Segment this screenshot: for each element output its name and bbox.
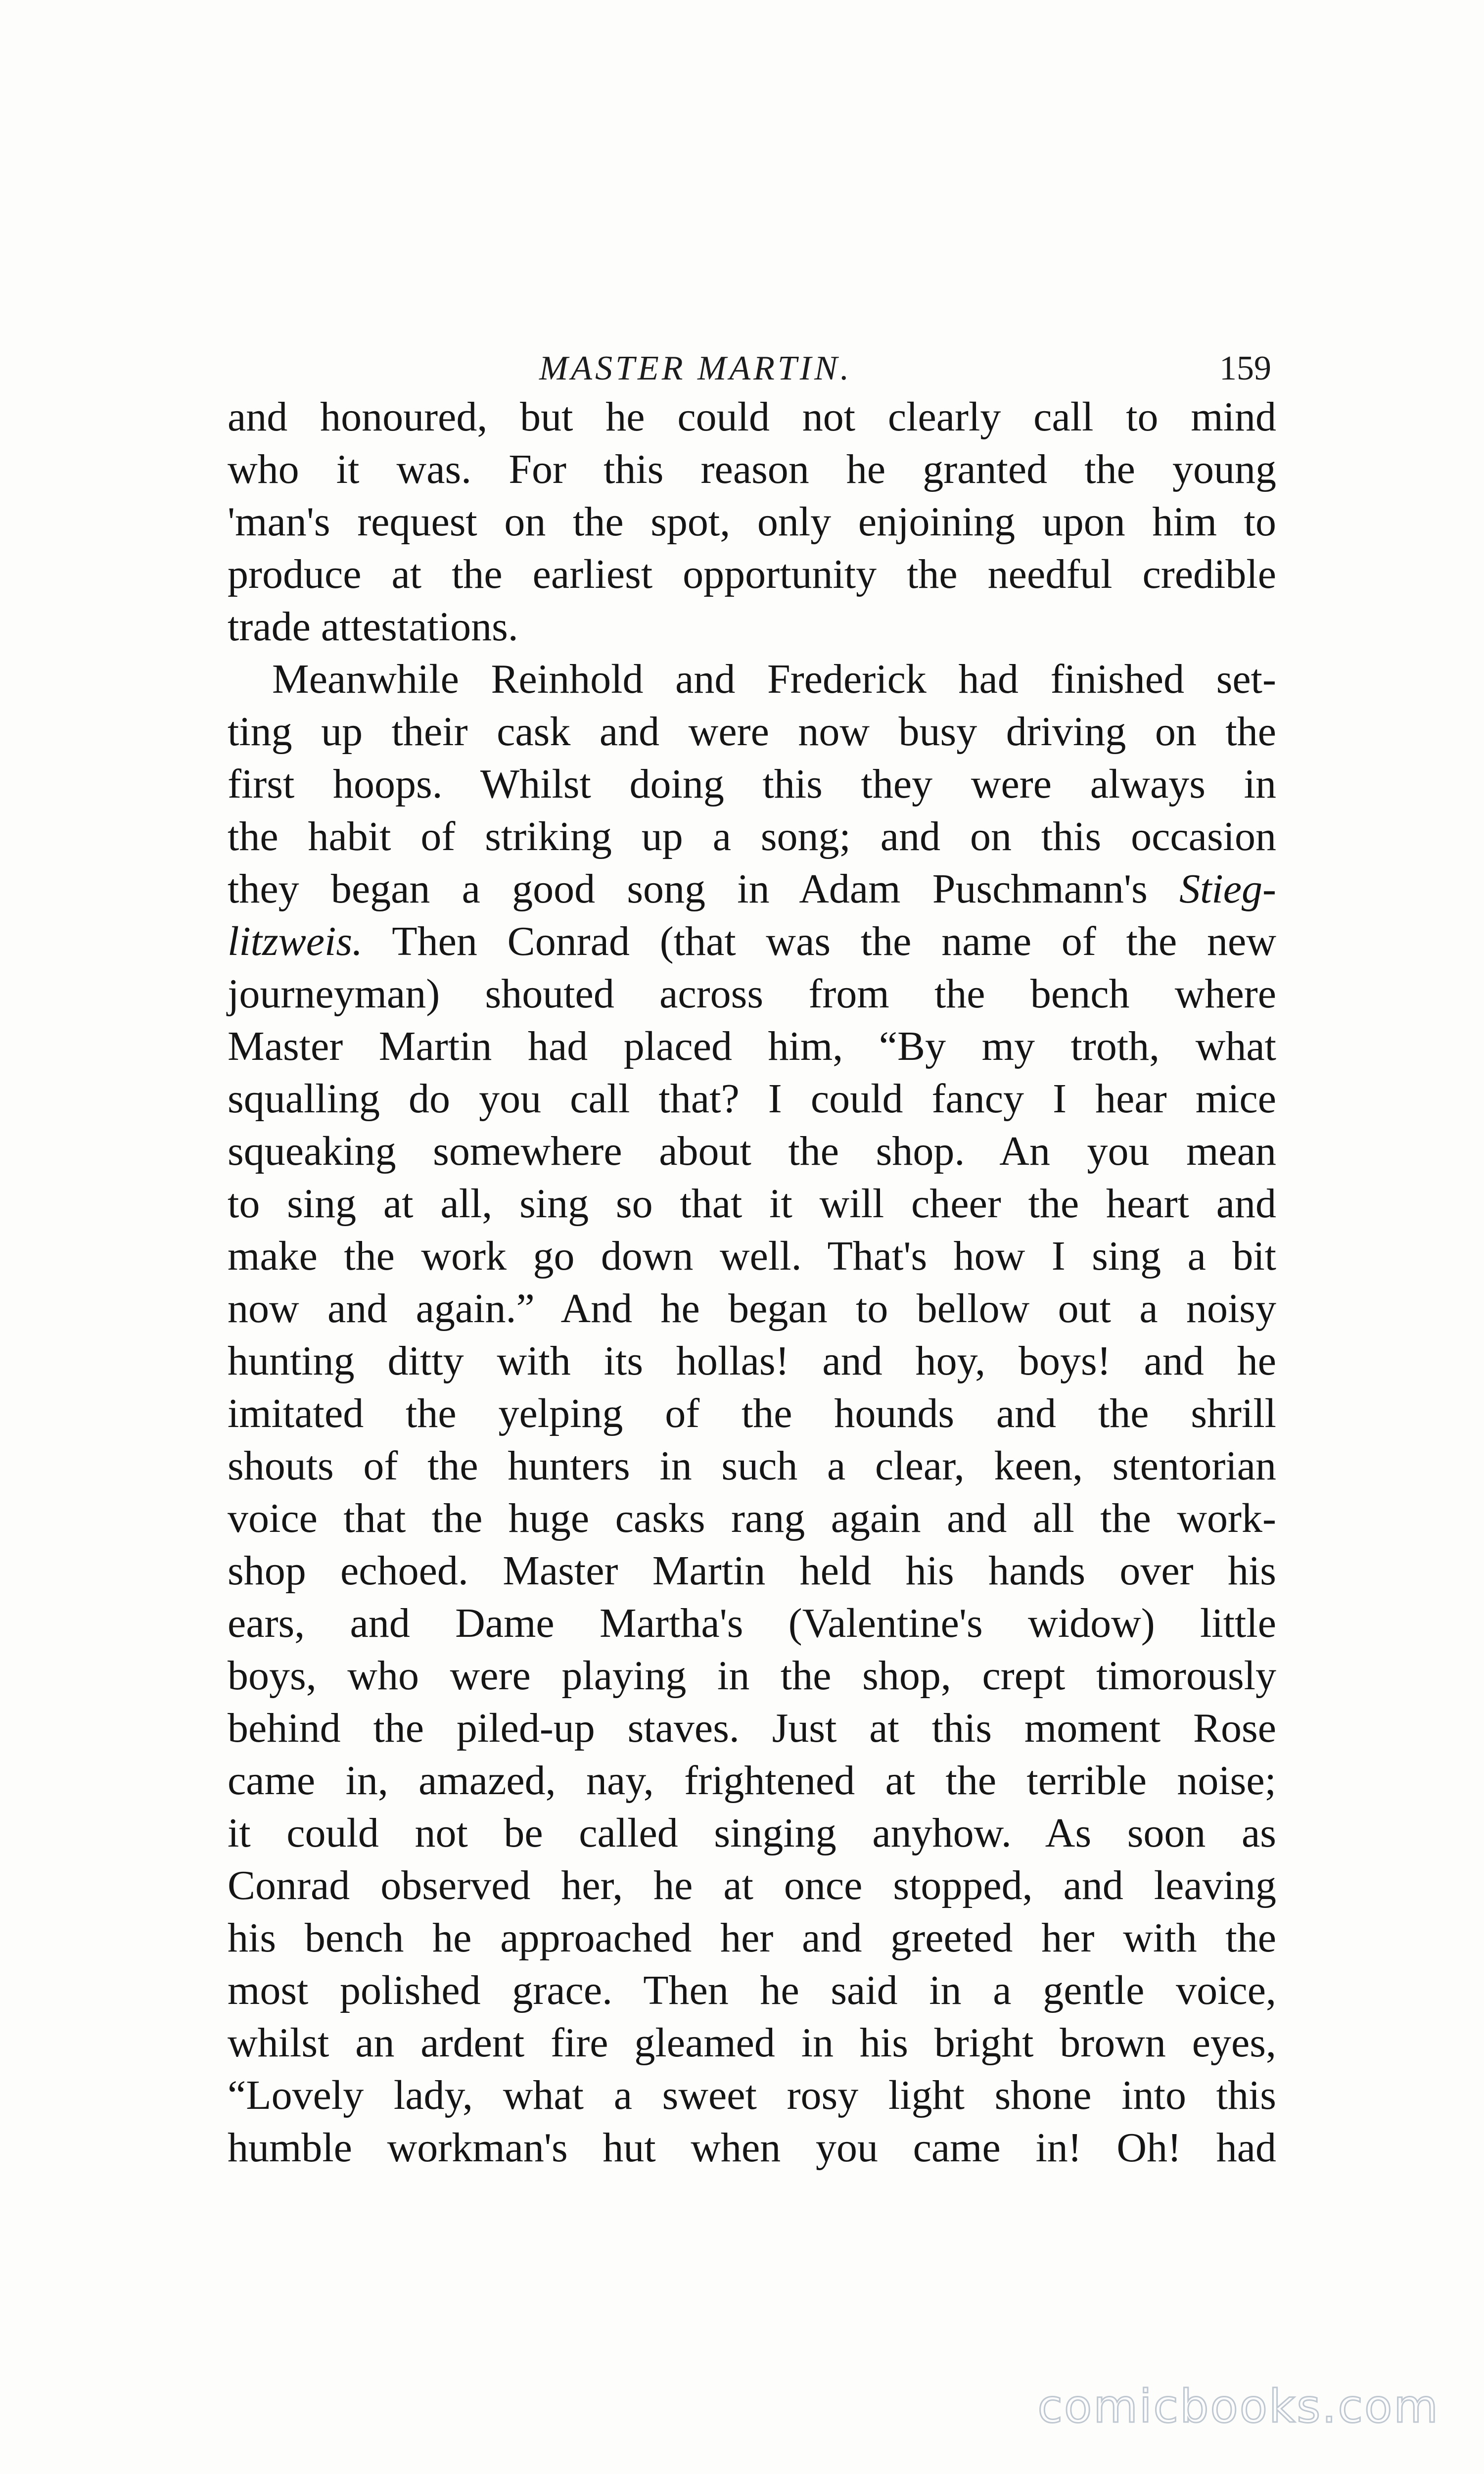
text-line: journeyman) shouted across from the bench where xyxy=(228,971,1276,1017)
watermark-logo: comicbooks.com xyxy=(1037,2380,1439,2433)
text-line: squalling do you call that? I could fancy I hear mice xyxy=(228,1076,1276,1122)
text-line: most polished grace. Then he said in a gentle voice, xyxy=(228,1967,1276,2013)
italic-title-segment: litzweis. xyxy=(228,918,363,964)
text-line: it could not be called singing anyhow. As soon as xyxy=(228,1810,1276,1856)
text-line: the habit of striking up a song; and on this occasion xyxy=(228,813,1276,859)
text-line: behind the piled-up staves. Just at this moment Rose xyxy=(228,1705,1276,1751)
text-line-with-italic xyxy=(228,915,1276,968)
text-line: whilst an ardent fire gleamed in his bright brown eyes, xyxy=(228,2020,1276,2066)
text-line: imitated the yelping of the hounds and the shrill xyxy=(228,1390,1276,1436)
text-line: first hoops. Whilst doing this they were always in xyxy=(228,761,1276,807)
body-text xyxy=(228,391,1276,2174)
text-line-with-italic xyxy=(228,863,1276,915)
text-line: Master Martin had placed him, “By my troth, what xyxy=(228,1023,1276,1069)
page-number: 159 xyxy=(1219,349,1271,387)
text-line: and honoured, but he could not clearly call to mind xyxy=(228,394,1276,440)
text-line: to sing at all, sing so that it will cheer the heart and xyxy=(228,1181,1276,1227)
text-line: shop echoed. Master Martin held his hands over his xyxy=(228,1548,1276,1594)
text-line: voice that the huge casks rang again and all the work- xyxy=(228,1495,1276,1541)
text-line: shouts of the hunters in such a clear, keen, stentorian xyxy=(228,1443,1276,1489)
running-head: MASTER MARTIN. xyxy=(539,349,852,387)
text-line: “Lovely lady, what a sweet rosy light shone into this xyxy=(228,2072,1276,2118)
text-line: produce at the earliest opportunity the needful credible xyxy=(228,551,1276,597)
text-line: ting up their cask and were now busy driving on the xyxy=(228,709,1276,755)
text-line: humble workman's hut when you came in! Oh! had xyxy=(228,2125,1276,2171)
text-segment: Then Conrad (that was the name of the new xyxy=(363,918,1276,964)
text-line: who it was. For this reason he granted the young xyxy=(228,446,1276,492)
text-line: now and again.” And he began to bellow out a noisy xyxy=(228,1285,1276,1332)
text-line: ears, and Dame Martha's (Valentine's widow) little xyxy=(228,1600,1276,1646)
text-line: boys, who were playing in the shop, crept timorously xyxy=(228,1653,1276,1699)
text-line: Conrad observed her, he at once stopped, and leaving xyxy=(228,1862,1276,1908)
text-line: came in, amazed, nay, frightened at the terrible noise; xyxy=(228,1758,1276,1804)
text-line: 'man's request on the spot, only enjoining upon him to xyxy=(228,499,1276,545)
italic-title-segment: Stieg- xyxy=(1179,866,1276,912)
text-line: squeaking somewhere about the shop. An you mean xyxy=(228,1128,1276,1174)
text-line: hunting ditty with its hollas! and hoy, boys! and he xyxy=(228,1338,1276,1384)
text-line: Meanwhile Reinhold and Frederick had finished set- xyxy=(272,656,1276,702)
text-line: trade attestations. xyxy=(228,604,518,650)
text-line: his bench he approached her and greeted her with the xyxy=(228,1915,1276,1961)
text-line: make the work go down well. That's how I sing a bit xyxy=(228,1233,1276,1279)
text-segment: they began a good song in Adam Puschmann's xyxy=(228,866,1180,912)
